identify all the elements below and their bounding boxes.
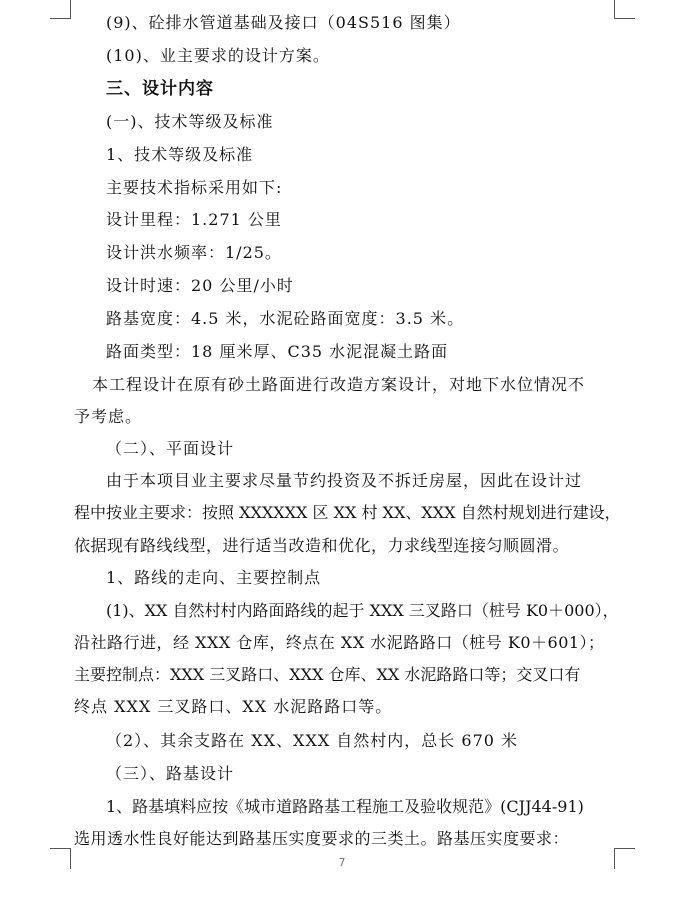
margin-corner-bottom-right (614, 848, 635, 869)
item-heading-tech-grade: 1、技术等级及标准 (106, 145, 254, 164)
paragraph-line: 依据现有路线线型，进行适当改造和优化，力求线型连接匀顺圆滑。 (74, 536, 570, 555)
list-item-10: (10)、业主要求的设计方案。 (106, 46, 330, 65)
subsection-heading-tech-grade: (一)、技术等级及标准 (106, 112, 274, 131)
paragraph-line: 1、路基填料应按《城市道路路基工程施工及验收规范》(CJJ44-91) (106, 797, 584, 816)
paragraph-line: 设计时速：20 公里/小时 (106, 276, 294, 295)
paragraph-line: (1)、XX 自然村村内路面路线的起于 XXX 三叉路口（桩号 K0＋000）， (106, 601, 619, 620)
paragraph-line: 设计里程：1.271 公里 (106, 210, 282, 229)
paragraph-line: 设计洪水频率：1/25。 (106, 243, 282, 262)
paragraph-line: 程中按业主要求：按照 XXXXXX 区 XX 村 XX、XXX 自然村规划进行建设， (74, 503, 621, 522)
margin-corner-top-left (50, 0, 71, 19)
paragraph-line: 沿社路行进，经 XXX 仓库，终点在 XX 水泥路路口（桩号 K0＋601）； (74, 633, 605, 652)
section-heading-design-content: 三、设计内容 (106, 79, 214, 99)
margin-corner-top-right (614, 0, 635, 19)
list-item-9: (9)、砼排水管道基础及接口（04S516 图集） (106, 13, 461, 32)
subsection-heading-plan-design: （二）、平面设计 (106, 439, 235, 458)
paragraph-line: 予考虑。 (74, 407, 143, 426)
paragraph-line: 选用透水性良好能达到路基压实度要求的三类土。路基压实度要求： (74, 829, 570, 848)
paragraph-line: （2）、其余支路在 XX、XXX 自然村内，总长 670 米 (106, 731, 519, 750)
margin-corner-bottom-left (50, 848, 71, 869)
paragraph-line: 路基宽度：4.5 米，水泥砼路面宽度：3.5 米。 (106, 309, 465, 328)
item-heading-route: 1、路线的走向、主要控制点 (106, 568, 322, 587)
paragraph-line: 主要技术指标采用如下: (106, 178, 283, 197)
paragraph-line: 主要控制点：XXX 三叉路口、XXX 仓库、XX 水泥路路口等；交叉口有 (74, 665, 581, 684)
subsection-heading-subgrade-design: （三）、路基设计 (106, 764, 235, 783)
page-number: 7 (338, 856, 346, 869)
paragraph-line: 终点 XXX 三叉路口、XX 水泥路路口等。 (74, 697, 393, 716)
paragraph-line: 本工程设计在原有砂土路面进行改造方案设计，对地下水位情况不 (92, 375, 586, 394)
paragraph-line: 由于本项目业主要求尽量节约投资及不拆迁房屋，因此在设计过 (106, 471, 583, 490)
paragraph-line: 路面类型：18 厘米厚、C35 水泥混凝土路面 (106, 342, 449, 361)
